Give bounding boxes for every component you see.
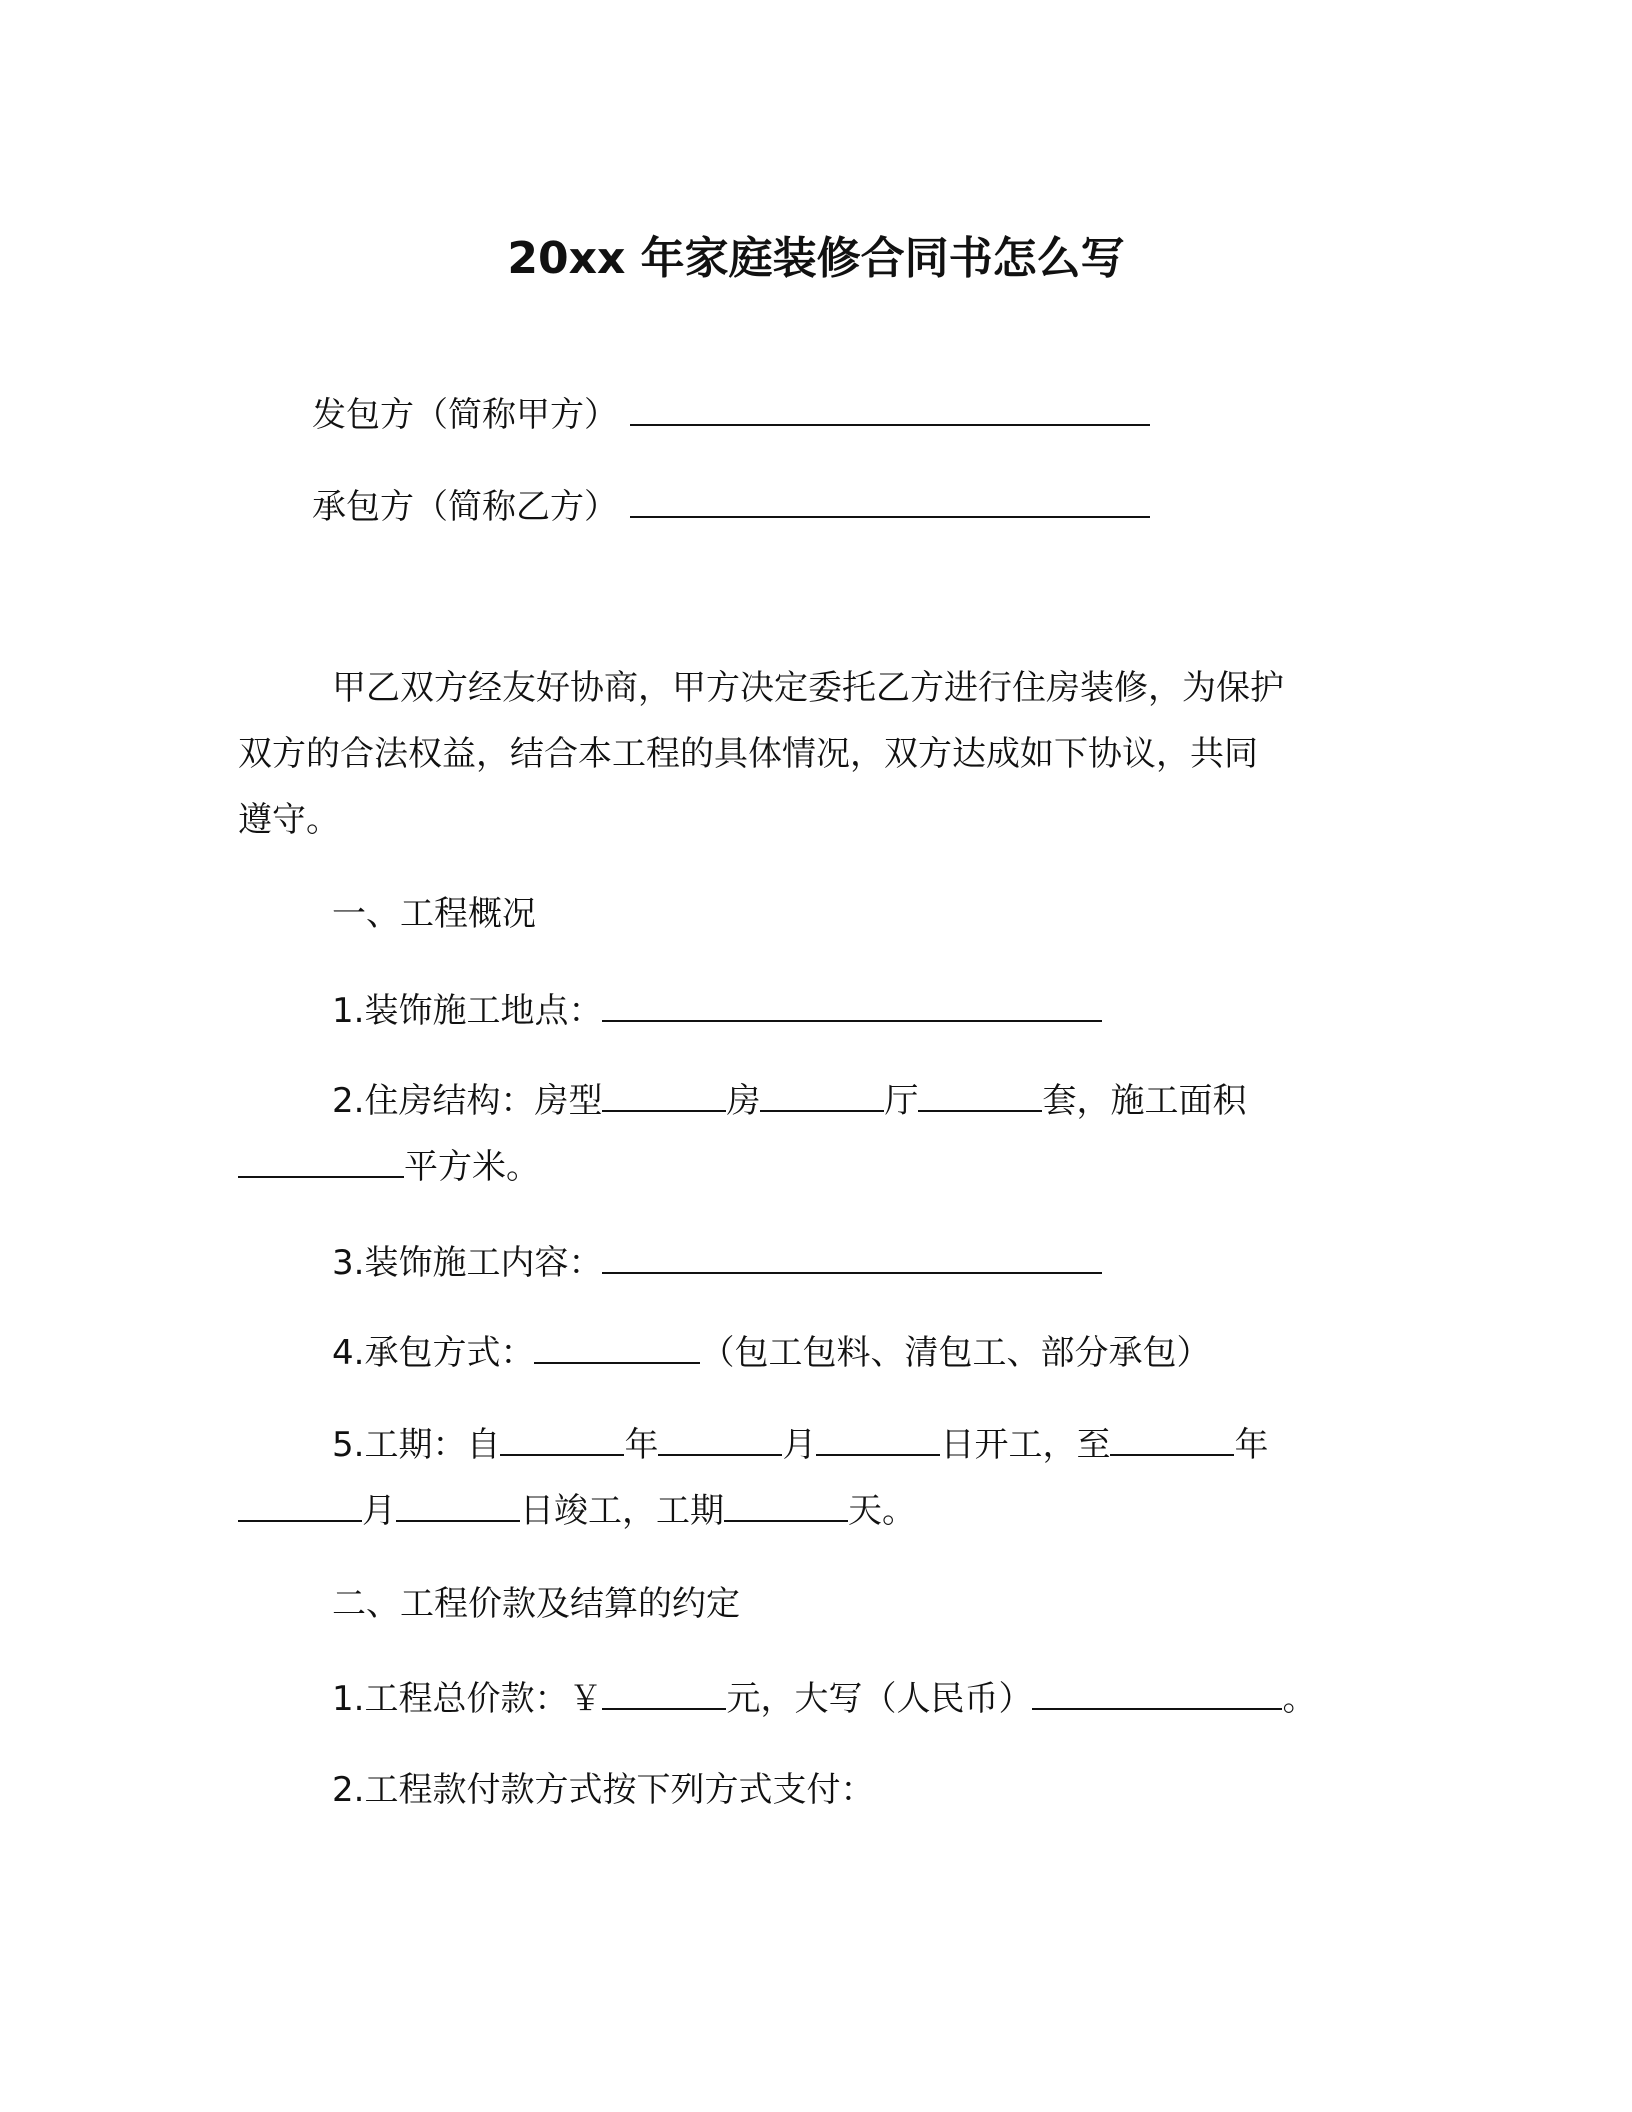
construction-site-blank[interactable] <box>602 986 1102 1022</box>
end-month-blank[interactable] <box>238 1486 362 1522</box>
house-type-blank[interactable] <box>602 1076 726 1112</box>
s1-item-2-line-1 <box>332 1076 1246 1125</box>
s1-item-2-line-2 <box>238 1142 540 1191</box>
party-b-label: 承包方（简称乙方） <box>312 487 618 527</box>
document-title: 20xx 年家庭装修合同书怎么写 <box>507 233 1125 284</box>
s1-item-5-month: 月 <box>782 1425 817 1465</box>
s1-item-5-line-2 <box>238 1486 916 1535</box>
total-price-blank[interactable] <box>602 1674 726 1710</box>
party-b-line <box>312 482 1150 531</box>
s1-item-1-label: 1.装饰施工地点： <box>332 991 603 1031</box>
start-month-blank[interactable] <box>658 1420 782 1456</box>
s1-item-2-text-d: 套，施工面积 <box>1042 1081 1247 1121</box>
s1-item-4-text-b: （包工包料、清包工、部分承包） <box>700 1333 1211 1373</box>
start-year-blank[interactable] <box>500 1420 624 1456</box>
s1-item-5-year: 年 <box>624 1425 659 1465</box>
s1-item-1 <box>332 986 1102 1035</box>
s1-item-2-text-c: 厅 <box>884 1081 919 1121</box>
s1-item-4 <box>332 1328 1210 1377</box>
s2-item-1-text-a: 1.工程总价款：￥ <box>332 1679 603 1719</box>
intro-line-1: 甲乙双方经友好协商，甲方决定委托乙方进行住房装修，为保护 <box>332 668 1284 708</box>
s1-item-4-text-a: 4.承包方式： <box>332 1333 535 1373</box>
s1-item-5-month2: 月 <box>362 1491 396 1531</box>
start-day-blank[interactable] <box>816 1420 940 1456</box>
construction-content-blank[interactable] <box>602 1238 1102 1274</box>
intro-line-3: 遵守。 <box>238 800 340 840</box>
area-blank[interactable] <box>238 1142 404 1178</box>
price-uppercase-blank[interactable] <box>1032 1674 1282 1710</box>
s1-item-5-start: 日开工，至 <box>940 1425 1111 1465</box>
s1-item-3 <box>332 1238 1102 1287</box>
party-a-line <box>312 390 1150 439</box>
s1-item-5-text-a: 5.工期：自 <box>332 1425 501 1465</box>
s1-item-5-end: 日竣工，工期 <box>520 1491 724 1531</box>
rooms-blank[interactable] <box>760 1076 884 1112</box>
party-a-blank[interactable] <box>630 390 1150 426</box>
duration-blank[interactable] <box>724 1486 848 1522</box>
s1-item-2-text-a: 2.住房结构：房型 <box>332 1081 603 1121</box>
s1-item-3-label: 3.装饰施工内容： <box>332 1243 603 1283</box>
s1-item-2-text-e: 平方米。 <box>404 1147 540 1187</box>
s2-item-1 <box>332 1674 1316 1723</box>
intro-line-2: 双方的合法权益，结合本工程的具体情况，双方达成如下协议，共同 <box>238 734 1258 774</box>
s1-item-2-text-b: 房 <box>726 1081 761 1121</box>
contract-method-blank[interactable] <box>534 1328 700 1364</box>
halls-blank[interactable] <box>918 1076 1042 1112</box>
party-b-blank[interactable] <box>630 482 1150 518</box>
section-2-heading: 二、工程价款及结算的约定 <box>332 1584 740 1624</box>
s1-item-5-days: 天。 <box>848 1491 916 1531</box>
s1-item-5-line-1 <box>332 1420 1268 1469</box>
section-1-heading: 一、工程概况 <box>332 894 536 934</box>
s2-item-1-text-c: 。 <box>1282 1679 1317 1719</box>
party-a-label: 发包方（简称甲方） <box>312 395 618 435</box>
s1-item-5-year2: 年 <box>1234 1425 1269 1465</box>
end-year-blank[interactable] <box>1110 1420 1234 1456</box>
s2-item-2: 2.工程款付款方式按下列方式支付： <box>332 1770 875 1810</box>
end-day-blank[interactable] <box>396 1486 520 1522</box>
s2-item-1-text-b: 元，大写（人民币） <box>726 1679 1033 1719</box>
